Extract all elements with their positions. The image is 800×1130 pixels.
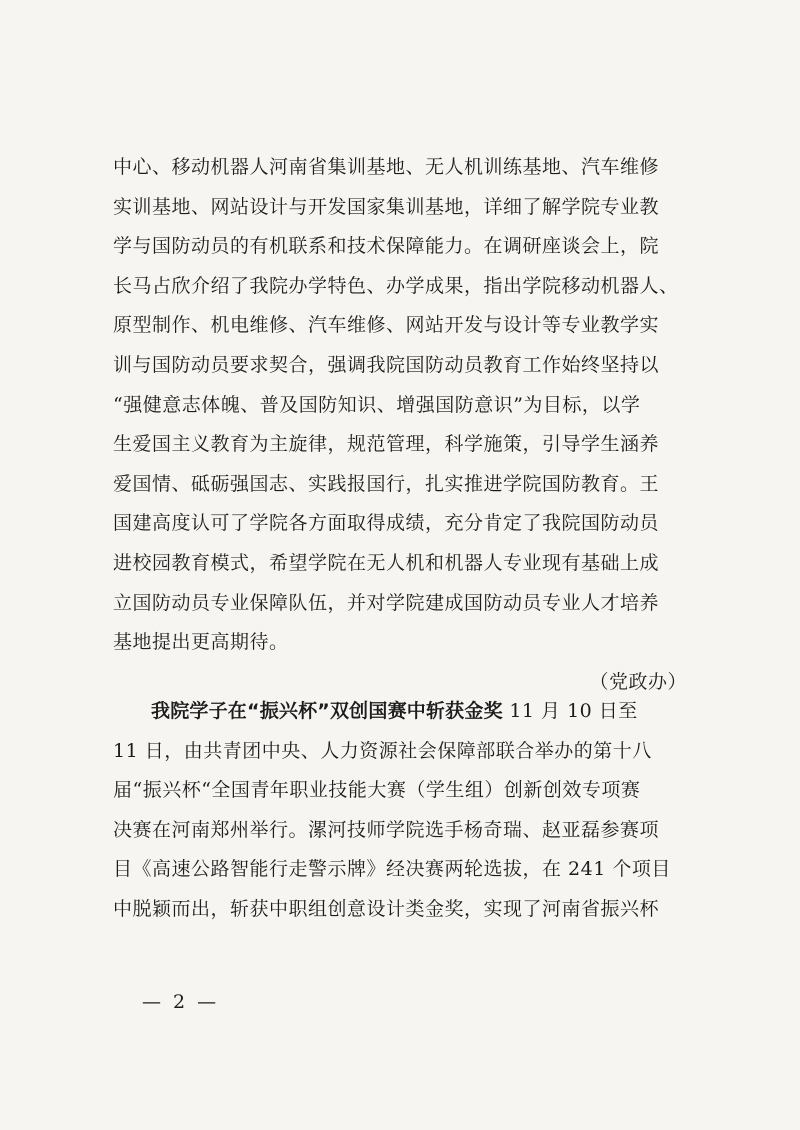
paragraph-award bbox=[113, 692, 693, 930]
text-line: 爱国情、砥砺强国志、实践报国行，扎实推进学院国防教育。王 bbox=[113, 472, 660, 495]
text-line: “强健意志体魄、普及国防知识、增强国防意识”为目标，以学 bbox=[113, 393, 641, 416]
text-line: 实训基地、网站设计与开发国家集训基地，详细了解学院专业教 bbox=[113, 195, 660, 218]
text-line: 立国防动员专业保障队伍，并对学院建成国防动员专业人才培养 bbox=[113, 591, 660, 614]
article-award-news bbox=[113, 692, 693, 930]
text-line: 训与国防动员要求契合，强调我院国防动员教育工作始终坚持以 bbox=[113, 353, 660, 376]
text-line: 基地提出更高期待。 bbox=[113, 631, 289, 654]
text-line-start: 11 月 10 日至 bbox=[509, 700, 638, 722]
text-line: 长马占欣介绍了我院办学特色、办学成果，指出学院移动机器人、 bbox=[113, 274, 679, 297]
text-line: 决赛在河南郑州举行。漯河技师学院选手杨奇瑞、赵亚磊参赛项 bbox=[113, 818, 660, 841]
text-line: 原型制作、机电维修、汽车维修、网站开发与设计等专业教学实 bbox=[113, 314, 660, 337]
text-line: 进校园教育模式，希望学院在无人机和机器人专业现有基础上成 bbox=[113, 551, 660, 574]
text-line: 生爱国主义教育为主旋律，规范管理，科学施策，引导学生涵养 bbox=[113, 433, 660, 456]
paragraph-research-visit bbox=[113, 148, 693, 702]
text-line: 国建高度认可了学院各方面取得成绩，充分肯定了我院国防动员 bbox=[113, 512, 660, 535]
text-line: 中心、移动机器人河南省集训基地、无人机训练基地、汽车维修 bbox=[113, 156, 660, 178]
article-body bbox=[113, 148, 693, 702]
text-line: 届“振兴杯“全国青年职业技能大赛（学生组）创新创效专项赛 bbox=[113, 779, 641, 802]
text-line: 11 日，由共青团中央、人力资源社会保障部联合举办的第十八 bbox=[113, 739, 652, 762]
department-signature: （党政办） bbox=[589, 670, 687, 693]
page-number: — 2 — bbox=[142, 991, 220, 1013]
text-line: 学与国防动员的有机联系和技术保障能力。在调研座谈会上，院 bbox=[113, 235, 660, 258]
news-headline: 我院学子在“振兴杯”双创国赛中斩获金奖 bbox=[151, 700, 503, 722]
text-line: 目《高速公路智能行走警示牌》经决赛两轮选拔，在 241 个项目 bbox=[113, 858, 671, 881]
text-line: 中脱颖而出，斩获中职组创意设计类金奖，实现了河南省振兴杯 bbox=[113, 897, 660, 920]
headline-line bbox=[113, 692, 693, 732]
